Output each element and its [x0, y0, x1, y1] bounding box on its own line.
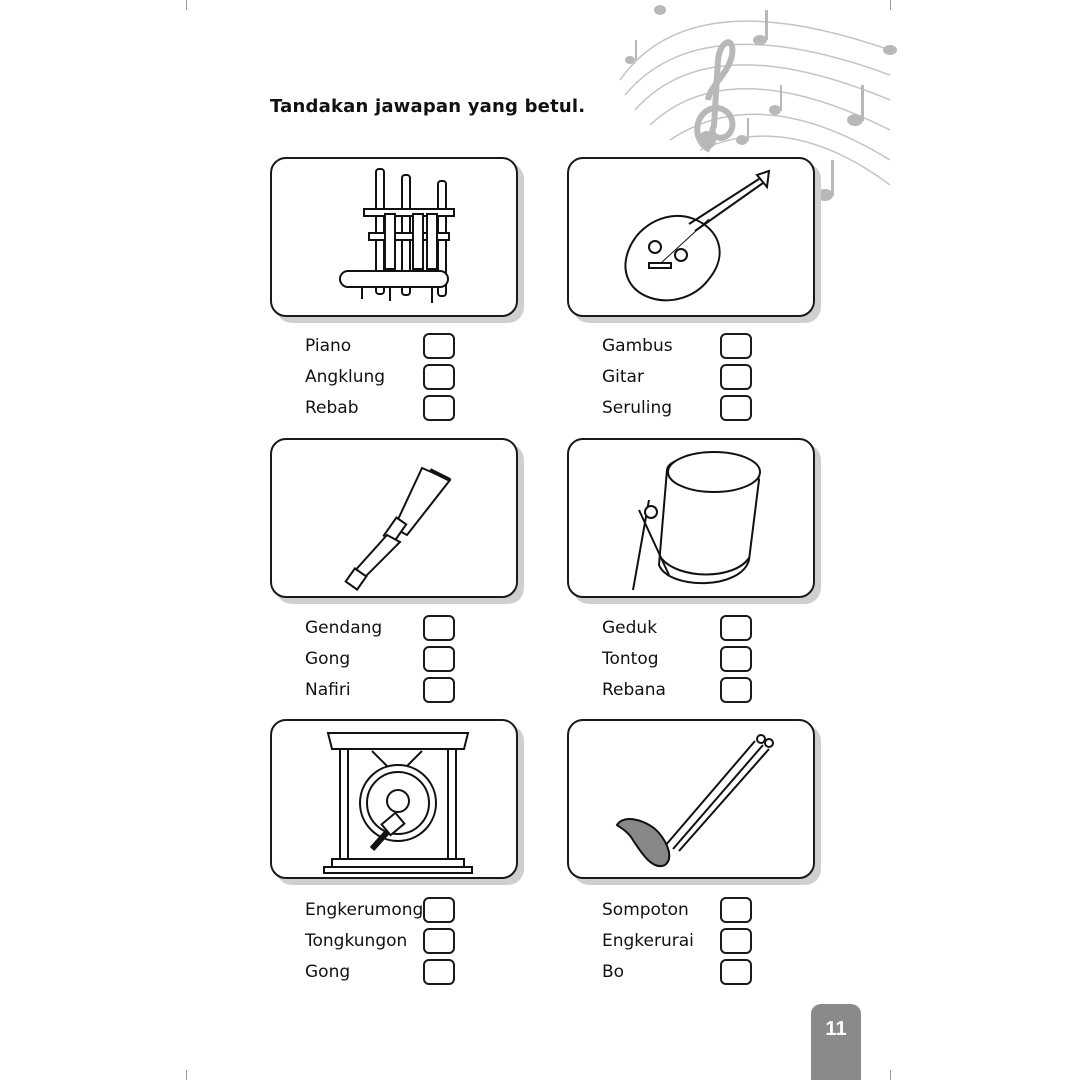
option-row: [305, 364, 465, 392]
answer-checkbox[interactable]: [423, 897, 455, 923]
option-label: Gendang: [305, 618, 383, 638]
answer-checkbox[interactable]: [720, 333, 752, 359]
option-row: [305, 615, 465, 643]
option-label: Nafiri: [305, 680, 351, 700]
option-row: [602, 364, 762, 392]
option-label: Gong: [305, 649, 351, 669]
option-label: Geduk: [602, 618, 658, 638]
question-image-card: [270, 719, 518, 879]
option-row: [602, 333, 762, 361]
crop-mark: [186, 1070, 187, 1080]
answer-checkbox[interactable]: [423, 333, 455, 359]
option-label: Engkerumong: [305, 900, 424, 920]
nafiri-icon: [272, 440, 520, 600]
option-row: [602, 677, 762, 705]
answer-checkbox[interactable]: [720, 677, 752, 703]
option-label: Rebana: [602, 680, 666, 700]
crop-mark: [890, 1070, 891, 1080]
question-image-card: [270, 438, 518, 598]
option-label: Seruling: [602, 398, 673, 418]
question-image-card: [567, 157, 815, 317]
angklung-icon: [272, 159, 520, 319]
engkerurai-icon: [569, 721, 817, 881]
answer-checkbox[interactable]: [720, 395, 752, 421]
answer-checkbox[interactable]: [423, 677, 455, 703]
answer-checkbox[interactable]: [423, 615, 455, 641]
answer-checkbox[interactable]: [423, 395, 455, 421]
question-image-card: [567, 438, 815, 598]
option-row: [602, 928, 762, 956]
option-label: Engkerurai: [602, 931, 694, 951]
answer-checkbox[interactable]: [423, 646, 455, 672]
option-row: [305, 333, 465, 361]
option-row: [305, 897, 465, 925]
option-label: Bo: [602, 962, 625, 982]
option-label: Tontog: [602, 649, 659, 669]
gong-icon: [272, 721, 520, 881]
option-row: [602, 897, 762, 925]
option-label: Gitar: [602, 367, 644, 387]
question-image-card: [567, 719, 815, 879]
option-label: Gambus: [602, 336, 673, 356]
answer-checkbox[interactable]: [720, 615, 752, 641]
option-row: [602, 615, 762, 643]
answer-checkbox[interactable]: [720, 646, 752, 672]
geduk-icon: [569, 440, 817, 600]
option-row: [602, 646, 762, 674]
answer-checkbox[interactable]: [423, 364, 455, 390]
answer-checkbox[interactable]: [720, 364, 752, 390]
answer-checkbox[interactable]: [423, 959, 455, 985]
option-row: [305, 395, 465, 423]
option-label: Sompoton: [602, 900, 689, 920]
answer-checkbox[interactable]: [720, 897, 752, 923]
option-label: Gong: [305, 962, 351, 982]
option-label: Angklung: [305, 367, 386, 387]
option-row: [305, 677, 465, 705]
option-row: [305, 959, 465, 987]
option-label: Piano: [305, 336, 352, 356]
answer-checkbox[interactable]: [720, 959, 752, 985]
option-label: Rebab: [305, 398, 359, 418]
page-number-tab: [811, 1004, 861, 1080]
option-row: [602, 395, 762, 423]
option-row: [602, 959, 762, 987]
instruction-text: Tandakan jawapan yang betul.: [270, 96, 586, 117]
crop-mark: [186, 0, 187, 10]
question-image-card: [270, 157, 518, 317]
page-number: 11: [825, 1018, 847, 1040]
answer-checkbox[interactable]: [423, 928, 455, 954]
option-row: [305, 928, 465, 956]
option-label: Tongkungon: [305, 931, 408, 951]
answer-checkbox[interactable]: [720, 928, 752, 954]
option-row: [305, 646, 465, 674]
gambus-icon: [569, 159, 817, 319]
